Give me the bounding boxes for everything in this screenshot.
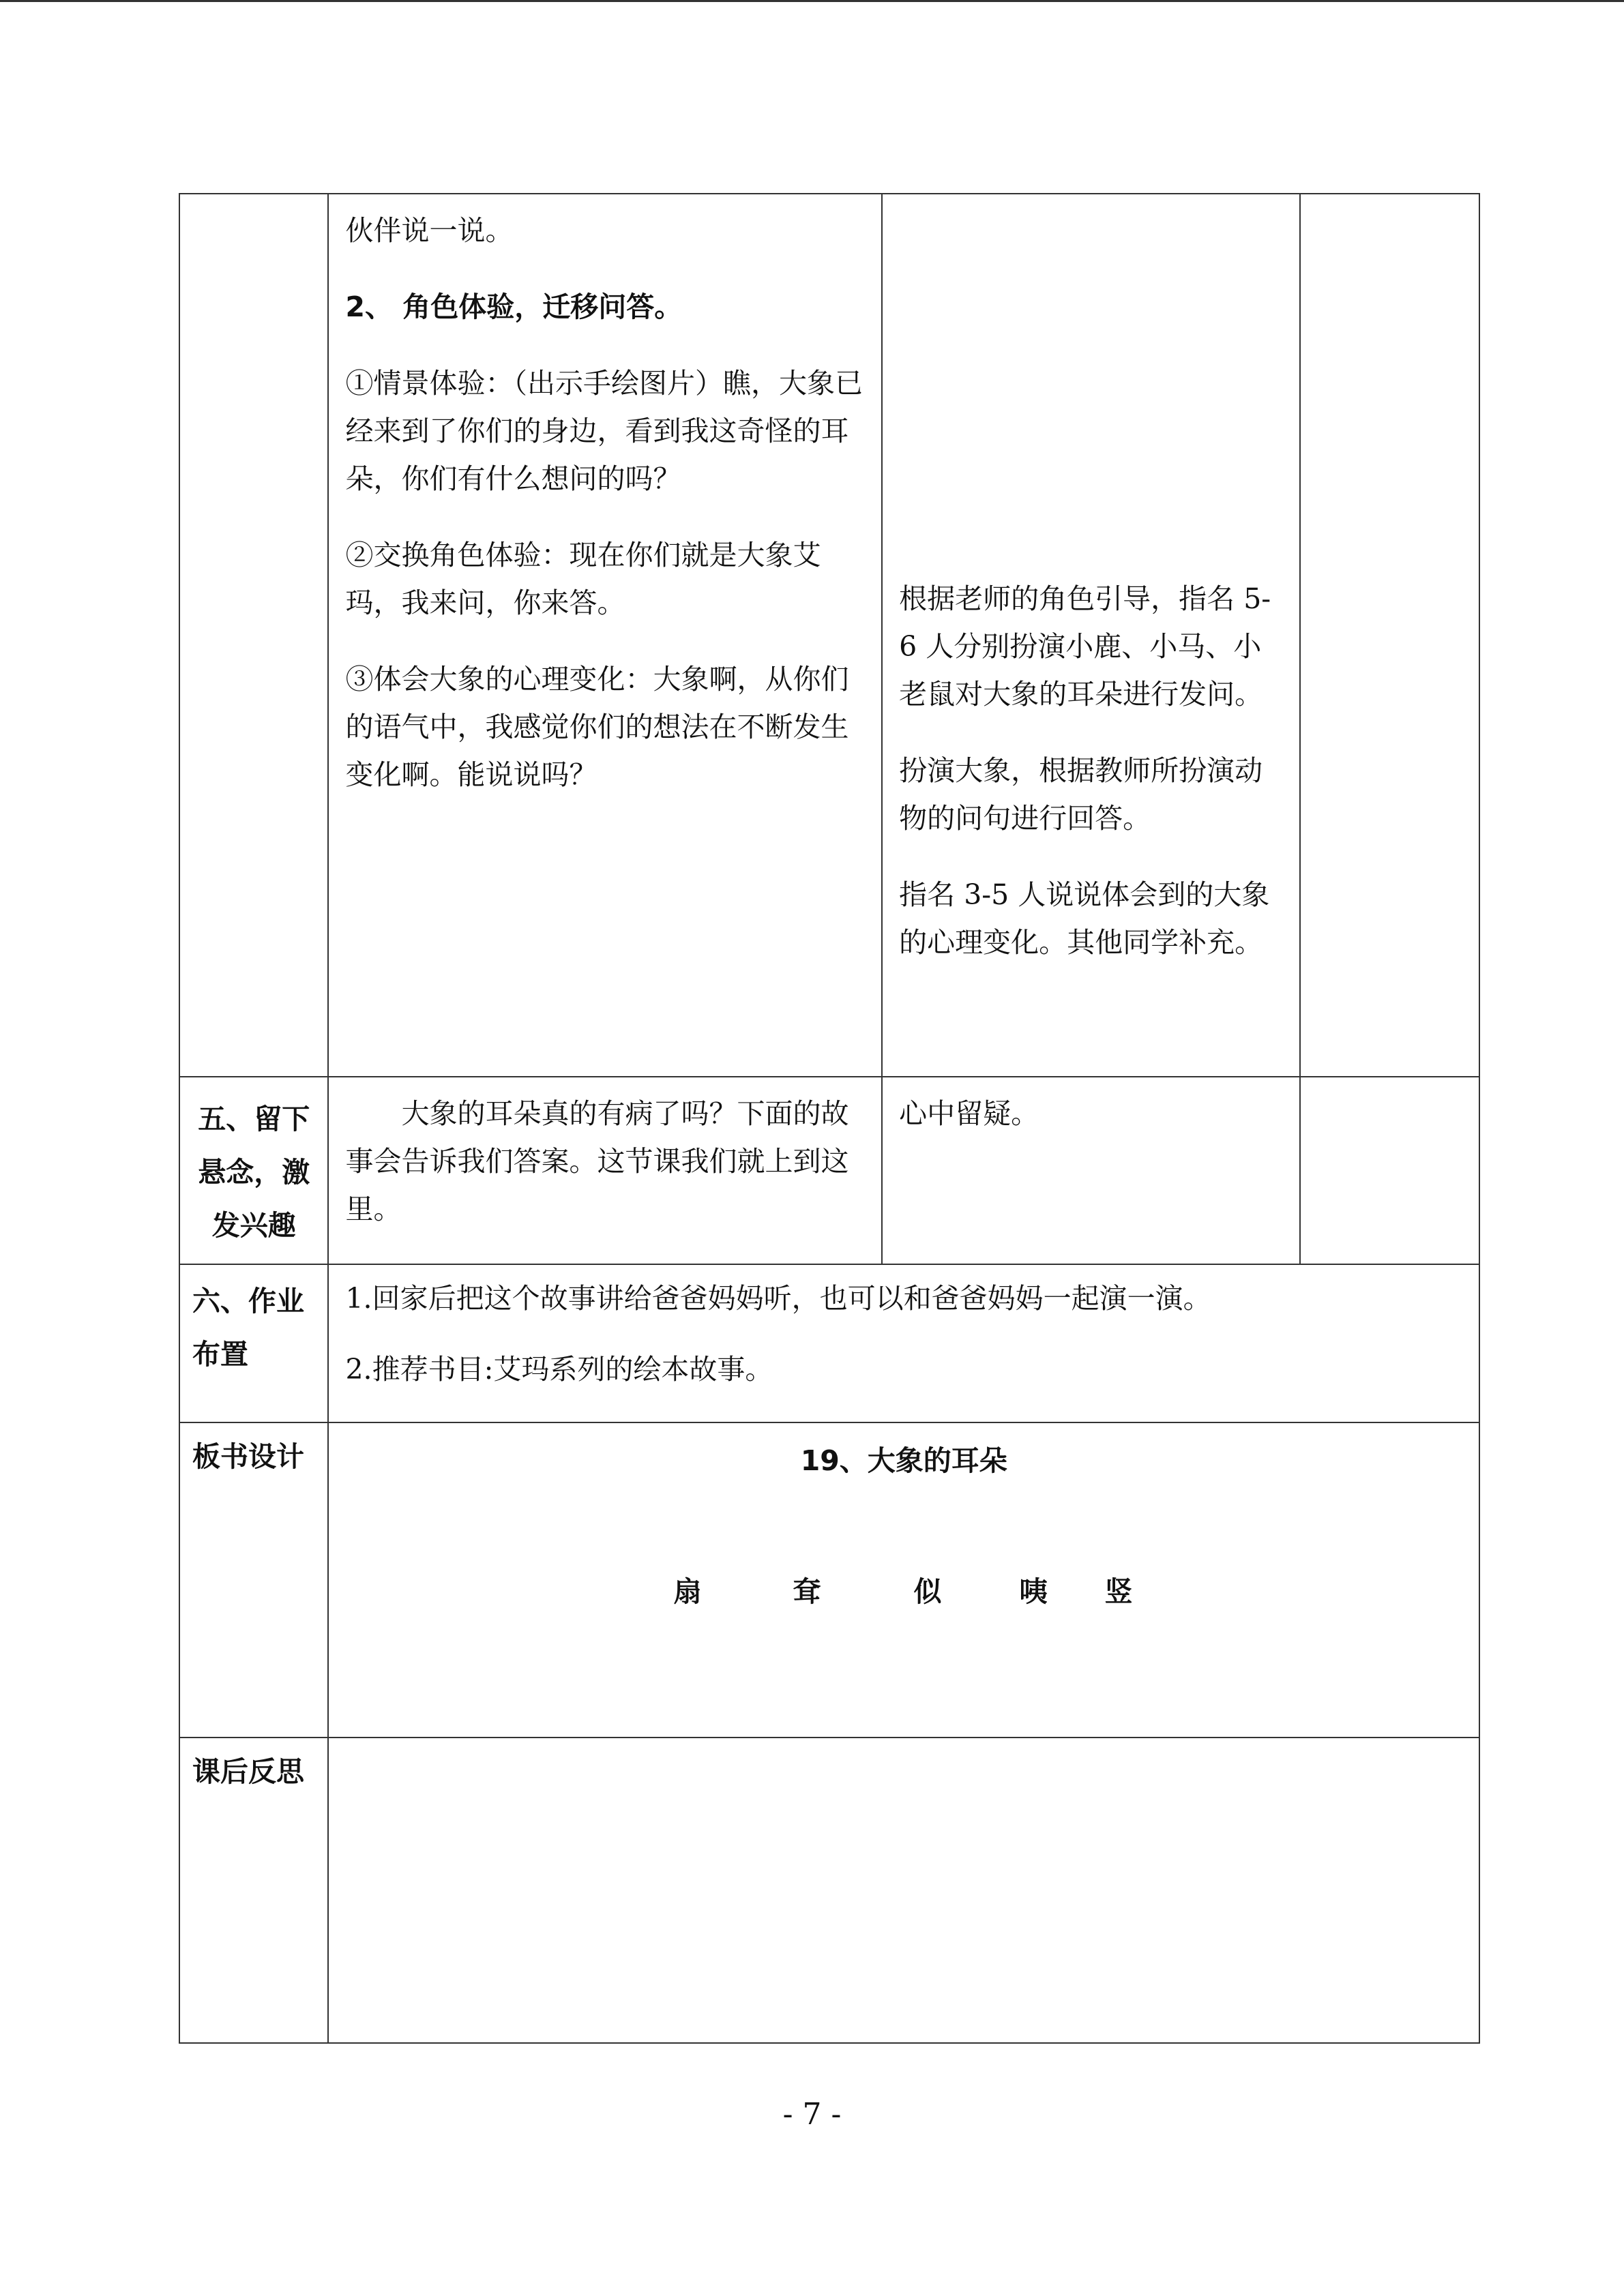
teacher-text-scene: ①情景体验：（出示手绘图片）瞧，大象已经来到了你们的身边，看到我这奇怪的耳朵，你们有什么想问的吗？ [345,367,863,495]
row-label-board-design: 板书设计 [179,1422,328,1738]
student-suspense-cell [882,1077,1300,1264]
notes-cell [1300,1077,1479,1264]
teacher-activity-cell [328,194,882,1077]
row-label-homework: 六、作业布置 [179,1264,328,1422]
board-keywords [329,1568,1479,1650]
board-keyword: 竖 [1104,1575,1133,1608]
table-row-homework [179,1264,1479,1422]
row-label-empty [179,194,328,1077]
student-suspense-text: 心中留疑。 [899,1097,1039,1130]
homework-item: 2.推荐书目:艾玛系列的绘本故事。 [345,1353,773,1386]
board-title: 19、大象的耳朵 [800,1444,1007,1477]
teacher-text-feelings: ③体会大象的心理变化：大象啊，从你们的语气中，我感觉你们的想法在不断发生变化啊。能说说吗？ [345,663,849,791]
homework-item: 1.回家后把这个故事讲给爸爸妈妈听，也可以和爸爸妈妈一起演一演。 [345,1282,1211,1315]
board-keyword: 咦 [1019,1575,1048,1608]
notes-cell [1300,194,1479,1077]
student-text-ask: 根据老师的角色引导，指名 5-6 人分别扮演小鹿、小马、小老鼠对大象的耳朵进行发问。 [899,582,1271,711]
teacher-text-swap-role: ②交换角色体验：现在你们就是大象艾玛，我来问，你来答。 [345,539,821,619]
reflection-cell [328,1738,1479,2043]
row-label-suspense: 五、留下悬念，激发兴趣 [179,1077,328,1264]
board-design-cell [328,1422,1479,1738]
table-row-board-design [179,1422,1479,1738]
homework-cell [328,1264,1479,1422]
table-row-reflection [179,1738,1479,2043]
lesson-plan-table [179,193,1480,2044]
row-label-reflection: 课后反思 [179,1738,328,2043]
teacher-text-line: 伙伴说一说。 [345,214,514,247]
table-row-role-play [179,194,1479,1077]
student-text-share: 指名 3-5 人说说体会到的大象的心理变化。其他同学补充。 [899,878,1270,959]
board-keyword: 扇 [673,1575,702,1608]
spacer [899,207,1283,575]
top-border-line [0,0,1624,2]
student-text-answer: 扮演大象，根据教师所扮演动物的问句进行回答。 [899,754,1263,835]
student-activity-cell [882,194,1300,1077]
table-row-suspense [179,1077,1479,1264]
step-heading: 2、 角色体验，迁移问答。 [345,290,683,323]
board-keyword: 似 [913,1575,942,1608]
page-number: - 7 - [782,2097,842,2132]
teacher-suspense-cell [328,1077,882,1264]
teacher-suspense-text: 大象的耳朵真的有病了吗？下面的故事会告诉我们答案。这节课我们就上到这里。 [345,1097,849,1225]
board-keyword: 耷 [793,1575,821,1608]
